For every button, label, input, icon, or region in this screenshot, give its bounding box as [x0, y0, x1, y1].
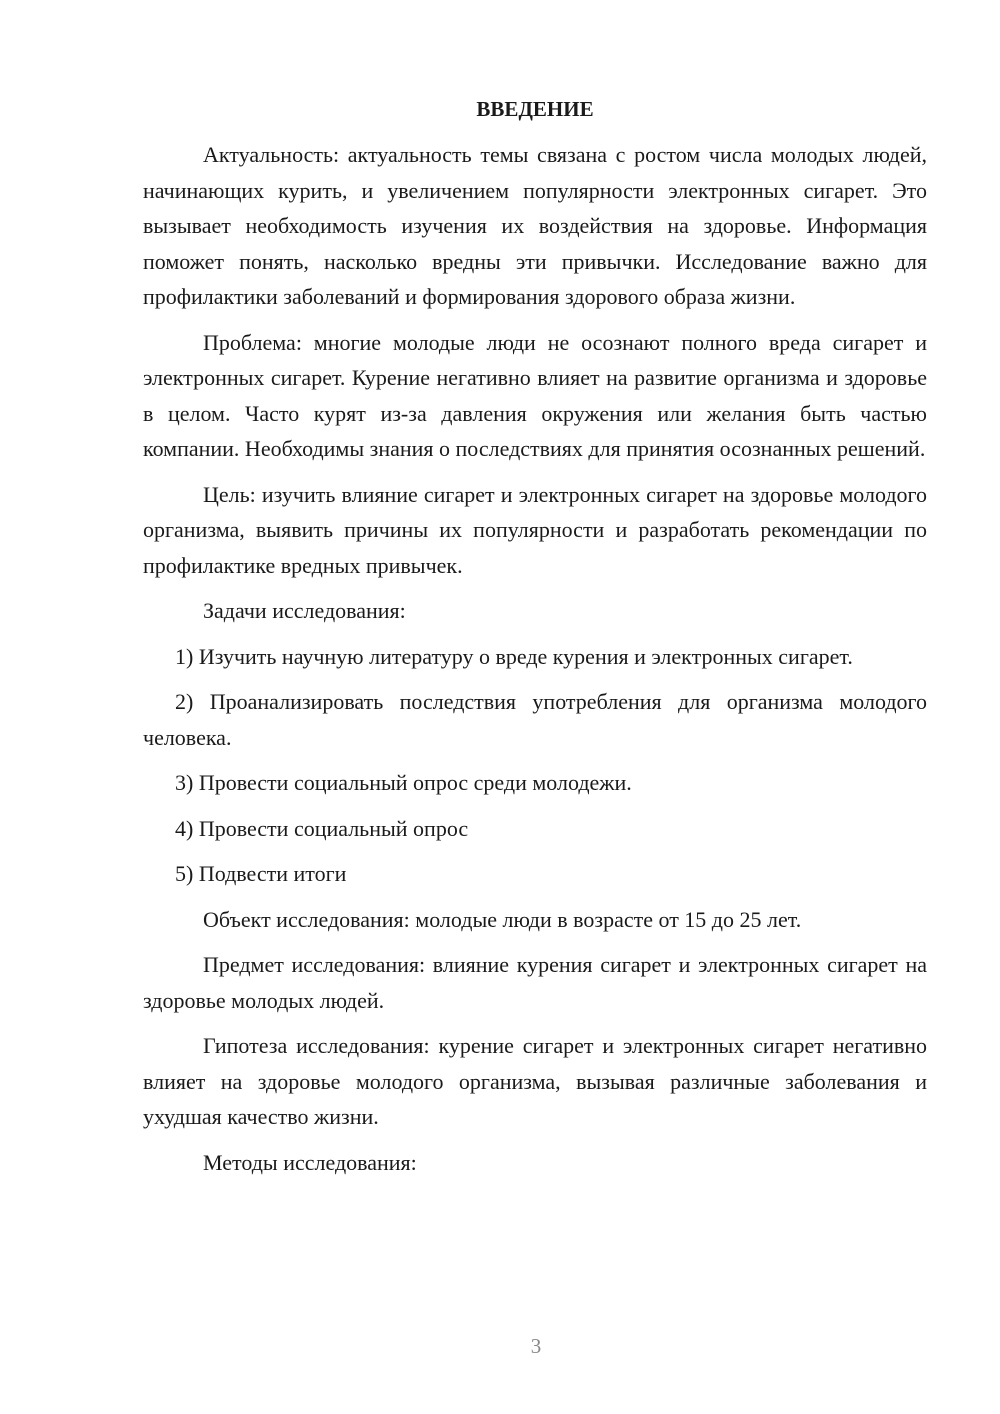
task-item-1: 1) Изучить научную литературу о вреде курения и электронных сигарет.	[175, 643, 853, 669]
paragraph-methods: Методы исследования:	[203, 1149, 417, 1175]
paragraph-relevance: Актуальность: актуальность темы связана с ростом числа молодых людей, начинающих курить, и увеличением популярности электронных сигарет. Это вызывает необходимость изучения их воздействия на здоровье. Информация поможет понять, насколько вредны эти привычки. Исследование важно для профилактики заболеваний и формирования здорового образа жизни.	[143, 142, 927, 309]
tasks-heading: Задачи исследования:	[203, 598, 406, 623]
paragraph-object: Объект исследования: молодые люди в возрасте от 15 до 25 лет.	[203, 906, 802, 932]
paragraph-goal: Цель: изучить влияние сигарет и электронных сигарет на здоровье молодого организма, выявить причины их популярности и разработать рекомендации по профилактике вредных привычек.	[143, 481, 927, 578]
page-title: ВВЕДЕНИЕ	[476, 97, 594, 121]
document-page	[143, 92, 927, 1190]
page-number: 3	[530, 1334, 542, 1358]
task-item-3: 3) Провести социальный опрос среди молодежи.	[175, 770, 632, 795]
paragraph-problem: Проблема: многие молодые люди не осознают полного вреда сигарет и электронных сигарет. Курение негативно влияет на развитие организма и здоровье в целом. Часто курят из-за давления окружения или желания быть частью компании. Необходимы знания о последствиях для принятия осознанных решений.	[143, 329, 927, 461]
task-item-2: 2) Проанализировать последствия употребления для организма молодого человека.	[143, 689, 927, 750]
task-item-5: 5) Подвести итоги	[175, 861, 347, 886]
paragraph-hypothesis: Гипотеза исследования: курение сигарет и электронных сигарет негативно влияет на здоровье молодого организма, вызывая различные заболевания и ухудшая качество жизни.	[143, 1033, 927, 1129]
task-item-4: 4) Провести социальный опрос	[175, 815, 469, 841]
paragraph-subject: Предмет исследования: влияние курения сигарет и электронных сигарет на здоровье молодых людей.	[143, 952, 927, 1013]
